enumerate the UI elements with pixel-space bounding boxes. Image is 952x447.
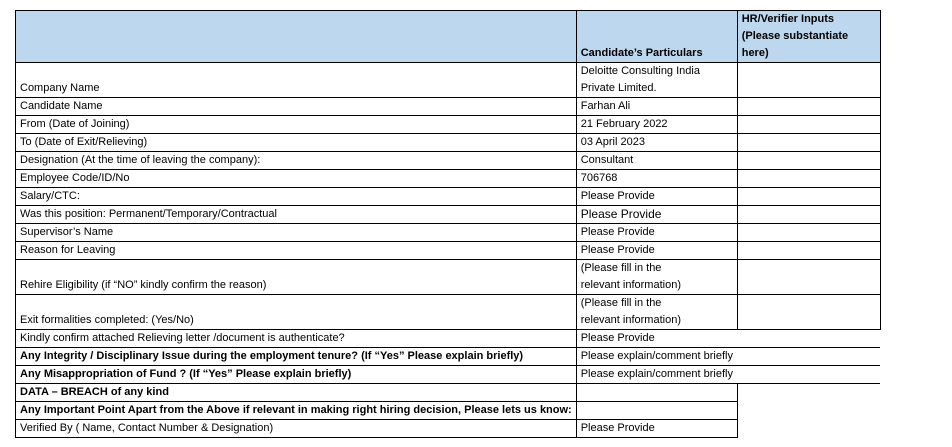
row-label: Any Misappropriation of Fund ? (If “Yes” Please explain briefly) (16, 366, 577, 384)
hr-header-line2: (Please substantiate (741, 30, 849, 42)
row-value: Please explain/comment briefly (576, 366, 880, 384)
row-value: 21 February 2022 (576, 116, 737, 134)
row-value (576, 260, 737, 295)
row-label: From (Date of Joining) (16, 116, 577, 134)
table-row (16, 260, 881, 295)
row-value-line1: (Please fill in the (580, 262, 662, 274)
hr-header-line1: HR/Verifier Inputs (741, 13, 835, 25)
table-row (16, 402, 881, 420)
row-label: Supervisor’s Name (16, 224, 577, 242)
header-row (16, 11, 881, 63)
row-value: Please Provide (576, 242, 737, 260)
table-row (16, 116, 881, 134)
table-row (16, 63, 881, 98)
table-row (16, 152, 881, 170)
table-row (16, 188, 881, 206)
row-label: Company Name (16, 63, 577, 98)
row-label: Candidate Name (16, 98, 577, 116)
row-value-line2: relevant information) (580, 314, 681, 326)
hr-input-cell[interactable] (737, 188, 880, 206)
header-empty-cell (16, 11, 577, 63)
row-value: Please Provide (576, 188, 737, 206)
table-row (16, 330, 881, 348)
table-row (16, 348, 881, 366)
hr-input-cell[interactable] (737, 295, 880, 330)
table-row (16, 98, 881, 116)
hr-input-cell[interactable] (737, 98, 880, 116)
row-label: Employee Code/ID/No (16, 170, 577, 188)
hr-input-cell[interactable] (737, 206, 880, 224)
row-value: Please Provide (576, 420, 737, 438)
row-value-line1: Deloitte Consulting India (580, 65, 700, 77)
row-value (576, 63, 737, 98)
row-label: Verified By ( Name, Contact Number & Designation) (16, 420, 577, 438)
hr-input-cell[interactable] (737, 170, 880, 188)
row-label: To (Date of Exit/Relieving) (16, 134, 577, 152)
row-value: 03 April 2023 (576, 134, 737, 152)
row-label: DATA – BREACH of any kind (16, 384, 577, 402)
table-row (16, 224, 881, 242)
row-value: Consultant (576, 152, 737, 170)
row-label: Was this position: Permanent/Temporary/Contractual (16, 206, 577, 224)
row-label: Any Integrity / Disciplinary Issue during the employment tenure? (If “Yes” Please explain briefly) (16, 348, 577, 366)
hr-input-cell[interactable] (737, 134, 880, 152)
row-label: Exit formalities completed: (Yes/No) (16, 295, 577, 330)
row-value[interactable] (576, 384, 737, 402)
empty-cell (737, 402, 880, 420)
row-value-line2: relevant information) (580, 279, 681, 291)
hr-input-cell[interactable] (737, 242, 880, 260)
hr-input-cell[interactable] (737, 116, 880, 134)
hr-verifier-inputs-header (737, 11, 880, 63)
row-value-line1: (Please fill in the (580, 297, 662, 309)
hr-input-cell[interactable] (737, 152, 880, 170)
empty-cell (737, 420, 880, 438)
hr-input-cell[interactable] (737, 63, 880, 98)
table-row (16, 366, 881, 384)
table-row (16, 206, 881, 224)
table-row (16, 134, 881, 152)
table-row (16, 420, 881, 438)
table-row (16, 384, 881, 402)
row-label: Salary/CTC: (16, 188, 577, 206)
row-label: Designation (At the time of leaving the company): (16, 152, 577, 170)
row-value: Please Provide (576, 330, 880, 348)
row-value: Please Provide (576, 206, 737, 224)
row-value: 706768 (576, 170, 737, 188)
hr-header-line3: here) (741, 47, 769, 59)
row-label: Reason for Leaving (16, 242, 577, 260)
table-row (16, 295, 881, 330)
row-value: Farhan Ali (576, 98, 737, 116)
candidate-particulars-label: Candidate’s Particulars (580, 47, 703, 59)
row-label: Any Important Point Apart from the Above if relevant in making right hiring decision, Please lets us know: (16, 402, 577, 420)
table-row (16, 242, 881, 260)
row-value-line2: Private Limited. (580, 82, 657, 94)
candidate-particulars-header (576, 11, 737, 63)
verification-form-table (15, 10, 881, 438)
row-value[interactable] (576, 402, 737, 420)
row-value (576, 295, 737, 330)
row-label: Kindly confirm attached Relieving letter /document is authenticate? (16, 330, 577, 348)
row-value: Please Provide (576, 224, 737, 242)
table-row (16, 170, 881, 188)
empty-cell (737, 384, 880, 402)
row-label: Rehire Eligibility (if “NO” kindly confirm the reason) (16, 260, 577, 295)
row-value: Please explain/comment briefly (576, 348, 880, 366)
hr-input-cell[interactable] (737, 224, 880, 242)
hr-input-cell[interactable] (737, 260, 880, 295)
